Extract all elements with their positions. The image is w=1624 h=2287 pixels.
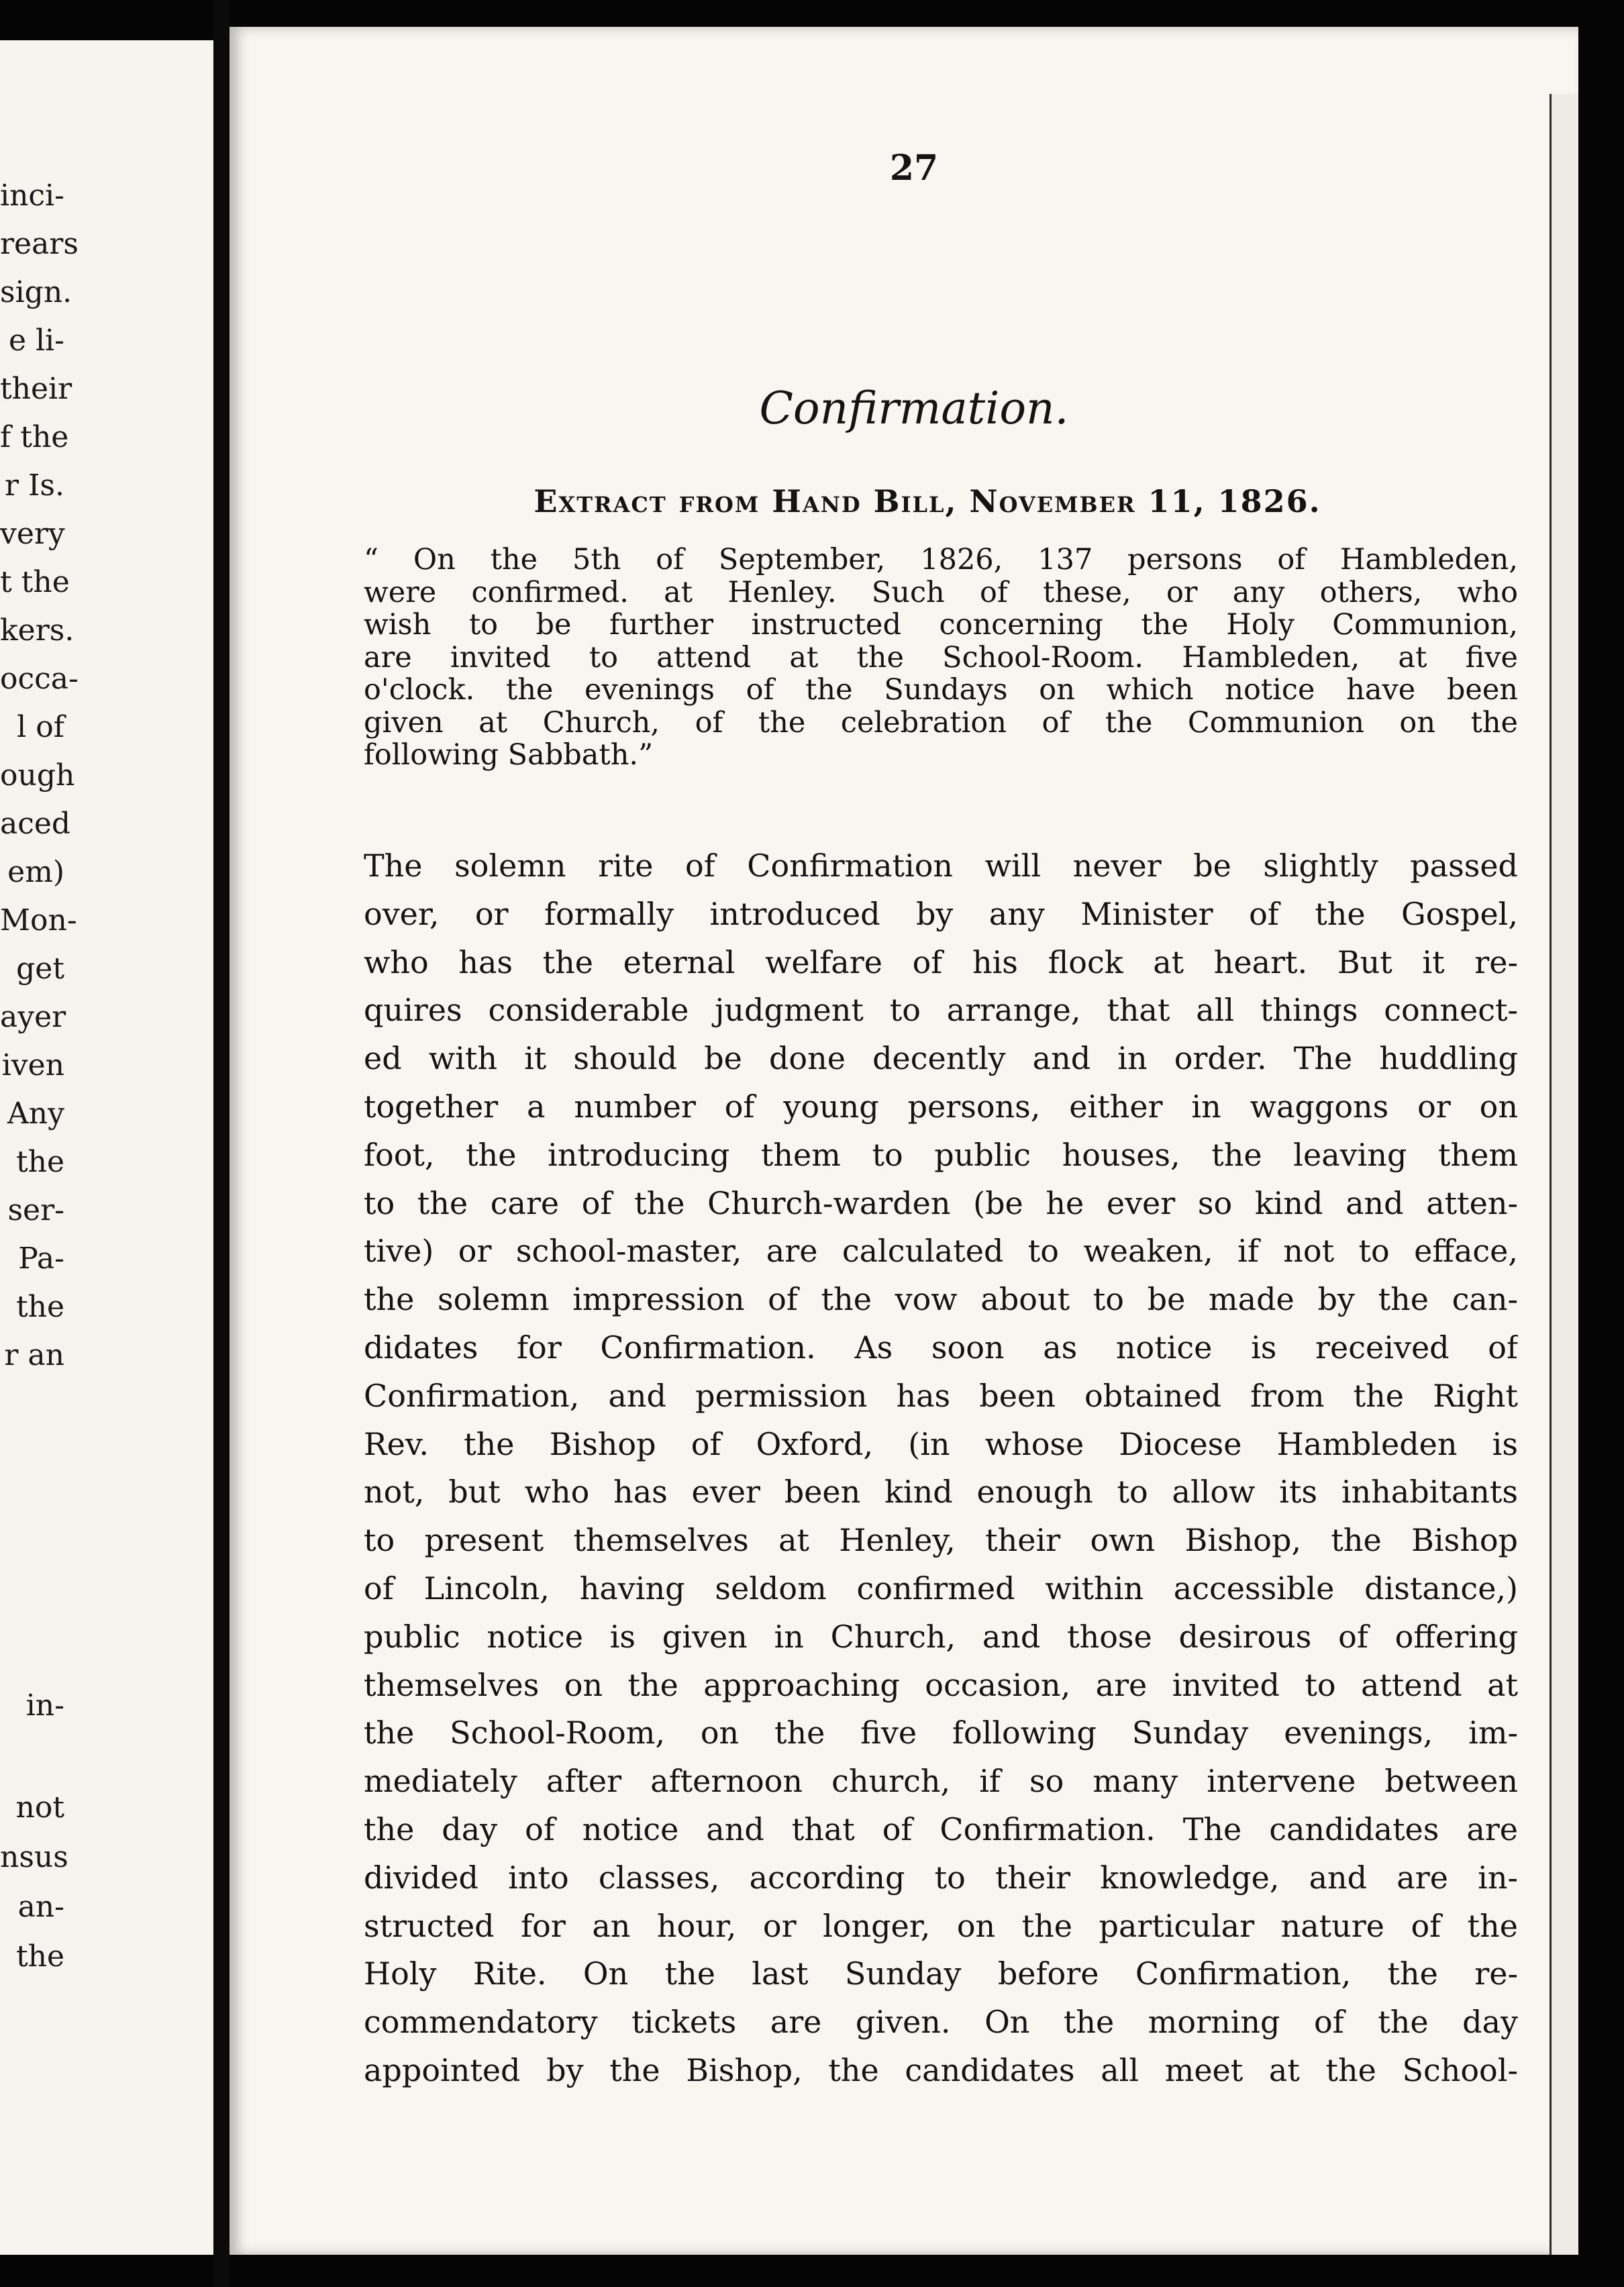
body-line: not, but who has ever been kind enough to allow its inhabitants bbox=[364, 1474, 1518, 1511]
body-line: the day of notice and that of Confirmation. The candidates are bbox=[364, 1811, 1518, 1847]
body-line: themselves on the approaching occasion, are invited to attend at bbox=[364, 1666, 1518, 1703]
body-line: the solemn impression of the vow about to be made by the can- bbox=[364, 1281, 1518, 1318]
body-line: of Lincoln, having seldom confirmed within accessible distance,) bbox=[364, 1570, 1518, 1607]
body-line: Rev. the Bishop of Oxford, (in whose Diocese Hambleden is bbox=[364, 1425, 1518, 1462]
left-line-fragment: Pa- bbox=[18, 1241, 64, 1276]
quote-line: wish to be further instructed concerning the Holy Communion, bbox=[364, 609, 1518, 642]
body-line: structed for an hour, or longer, on the particular nature of the bbox=[364, 1907, 1518, 1944]
body-line: Holy Rite. On the last Sunday before Confirmation, the re- bbox=[364, 1955, 1518, 1992]
left-line-fragment: ough bbox=[0, 758, 75, 793]
quote-line: o'clock. the evenings of the Sundays on which notice have been bbox=[364, 674, 1518, 707]
left-line-fragment: t the bbox=[0, 565, 70, 599]
left-line-fragment: the bbox=[15, 1290, 64, 1324]
left-line-fragment: Mon- bbox=[0, 903, 77, 937]
body-line: mediately after afternoon church, if so many intervene between bbox=[364, 1763, 1518, 1800]
body-line: public notice is given in Church, and those desirous of offering bbox=[364, 1618, 1518, 1655]
left-line-fragment: ser- bbox=[7, 1193, 64, 1227]
left-line-fragment: occa- bbox=[0, 662, 79, 696]
body-paragraph bbox=[364, 842, 1518, 2095]
left-line-fragment: very bbox=[0, 517, 65, 551]
body-line: ed with it should be done decently and in order. The huddling bbox=[364, 1040, 1518, 1077]
page-number: 27 bbox=[889, 148, 939, 189]
left-facing-page bbox=[0, 40, 216, 2255]
left-line-fragment: the bbox=[15, 1145, 64, 1179]
left-line-fragment: e li- bbox=[8, 323, 64, 358]
page-edge bbox=[1550, 94, 1578, 2255]
left-line-fragment: aced bbox=[0, 807, 71, 841]
hand-bill-quote bbox=[364, 544, 1518, 772]
left-line-fragment: the bbox=[15, 1939, 64, 1974]
body-line: quires considerable judgment to arrange, that all things connect- bbox=[364, 992, 1518, 1029]
left-line-fragment: iven bbox=[1, 1048, 64, 1082]
left-line-fragment: in- bbox=[26, 1688, 64, 1723]
body-line: over, or formally introduced by any Minister of the Gospel, bbox=[364, 895, 1518, 932]
quote-line: following Sabbath.” bbox=[364, 739, 654, 772]
left-line-fragment: inci- bbox=[0, 179, 64, 213]
left-line-fragment: not bbox=[15, 1790, 64, 1825]
body-line: Confirmation, and permission has been obtained from the Right bbox=[364, 1377, 1518, 1414]
left-line-fragment: sign. bbox=[0, 275, 72, 309]
left-line-fragment: em) bbox=[7, 855, 64, 889]
left-line-fragment: ayer bbox=[0, 1000, 66, 1034]
left-line-fragment: r an bbox=[4, 1338, 64, 1372]
body-line: the School-Room, on the five following Sunday evenings, im- bbox=[364, 1715, 1518, 1751]
body-line: to present themselves at Henley, their own Bishop, the Bishop bbox=[364, 1522, 1518, 1559]
body-line: who has the eternal welfare of his flock at heart. But it re- bbox=[364, 944, 1518, 980]
left-line-fragment: l of bbox=[17, 710, 64, 744]
book-gutter bbox=[213, 0, 230, 2287]
left-line-fragment: get bbox=[16, 952, 64, 986]
left-line-fragment: an- bbox=[17, 1890, 64, 1924]
body-line: The solemn rite of Confirmation will never be slightly passed bbox=[364, 848, 1518, 884]
quote-line: were confirmed. at Henley. Such of these, or any others, who bbox=[364, 576, 1518, 609]
left-line-fragment: their bbox=[0, 372, 72, 406]
left-line-fragment: Any bbox=[7, 1097, 64, 1131]
section-title: Confirmation. bbox=[759, 383, 1069, 434]
left-line-fragment: kers. bbox=[0, 613, 74, 648]
quote-line: are invited to attend at the School-Room. Hambleden, at five bbox=[364, 641, 1518, 674]
body-line: divided into classes, according to their knowledge, and are in- bbox=[364, 1859, 1518, 1896]
quote-line: “ On the 5th of September, 1826, 137 persons of Hambleden, bbox=[364, 544, 1518, 576]
body-line: tive) or school-master, are calculated to weaken, if not to efface, bbox=[364, 1233, 1518, 1270]
body-line: appointed by the Bishop, the candidates all meet at the School- bbox=[364, 2051, 1518, 2088]
body-line: to the care of the Church-warden (be he ever so kind and atten- bbox=[364, 1184, 1518, 1221]
body-line: foot, the introducing them to public houses, the leaving them bbox=[364, 1136, 1518, 1173]
quote-line: given at Church, of the celebration of the Communion on the bbox=[364, 706, 1518, 739]
body-line: together a number of young persons, either in waggons or on bbox=[364, 1088, 1518, 1125]
body-line: commendatory tickets are given. On the morning of the day bbox=[364, 2004, 1518, 2041]
right-page bbox=[230, 27, 1578, 2255]
left-line-fragment: rears bbox=[0, 227, 79, 261]
body-line: didates for Confirmation. As soon as notice is received of bbox=[364, 1329, 1518, 1366]
left-line-fragment: r Is. bbox=[5, 468, 64, 503]
left-line-fragment: nsus bbox=[0, 1840, 68, 1874]
left-line-fragment: f the bbox=[0, 420, 69, 454]
extract-heading: Extract from Hand Bill, November 11, 1826. bbox=[534, 483, 1321, 519]
